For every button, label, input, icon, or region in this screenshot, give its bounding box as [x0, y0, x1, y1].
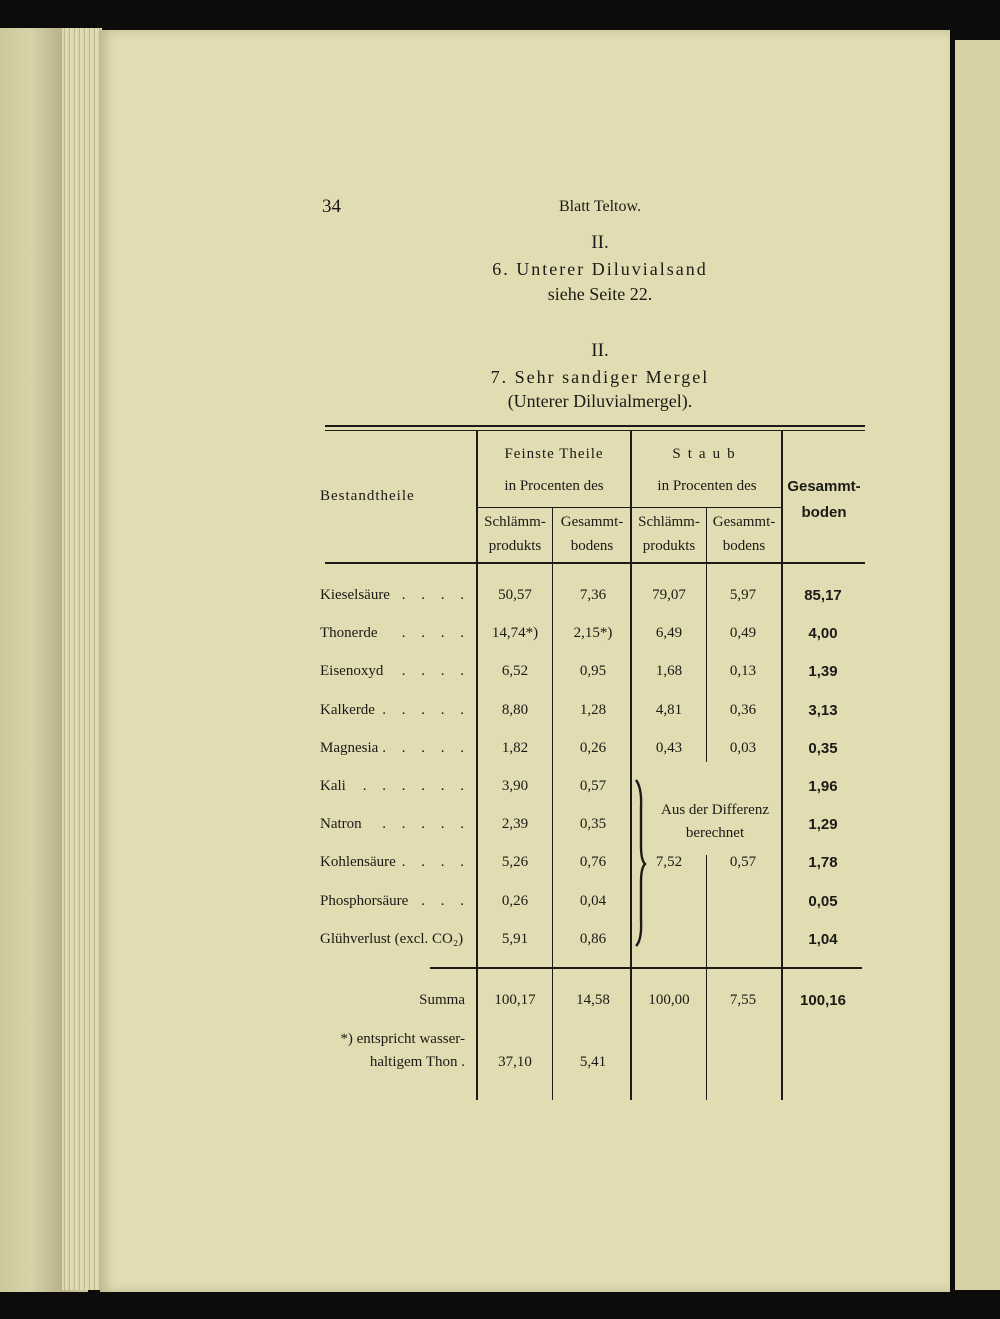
total-header-a: Gesammt-: [787, 478, 861, 495]
summa-total: 100,16: [800, 992, 846, 1009]
cell-feinste-schlaemm: 50,57: [498, 587, 532, 603]
group2-subheader: in Procenten des: [657, 478, 757, 494]
cell-feinste-gesammt: 0,76: [579, 854, 607, 870]
row-label: Thonerde: [320, 625, 378, 641]
header-bottom-rule: [325, 562, 865, 564]
subcolumn-divider: [706, 855, 707, 1100]
cell-feinste-gesammt: 0,04: [579, 893, 607, 909]
group1-col1-header-a: Schlämm-: [484, 514, 546, 530]
cell-gesammtboden: 1,04: [808, 931, 838, 948]
leader-dots: . . .: [421, 893, 470, 909]
summa-rule: [430, 967, 862, 969]
cell-gesammtboden: 0,05: [808, 893, 838, 910]
cell-feinste-schlaemm: 0,26: [501, 893, 529, 909]
row-label: Phosphorsäure: [320, 893, 409, 909]
cell-feinste-schlaemm: 3,90: [501, 778, 529, 794]
leader-dots: . . . . .: [382, 816, 470, 832]
cell-staub-schlaemm: 1,68: [655, 663, 683, 679]
cell-feinste-gesammt: 0,57: [579, 778, 607, 794]
cell-staub-gesammt: 0,13: [729, 663, 757, 679]
cell-feinste-gesammt: 1,28: [579, 702, 607, 718]
cell-feinste-gesammt: 2,15*): [573, 625, 613, 641]
section1-subtitle: siehe Seite 22.: [547, 284, 653, 304]
total-header-b: boden: [801, 504, 847, 521]
cell-feinste-gesammt: 0,35: [579, 816, 607, 832]
group1-subheader: in Procenten des: [504, 478, 604, 494]
cell-feinste-schlaemm: 8,80: [501, 702, 529, 718]
column-header-bestandtheile: Bestandtheile: [320, 488, 415, 504]
group2-col1-header-a: Schlämm-: [638, 514, 700, 530]
cell-feinste-gesammt: 7,36: [579, 587, 607, 603]
section1-roman: II.: [591, 232, 609, 253]
section1-title: 6. Unterer Diluvialsand: [492, 259, 708, 279]
group1-col2-header-b: bodens: [570, 538, 614, 554]
page-number: 34: [322, 196, 341, 217]
footnote-line2: haltigem Thon .: [369, 1054, 465, 1070]
cell-gesammtboden: 1,78: [808, 854, 838, 871]
section2-title: 7. Sehr sandiger Mergel: [490, 367, 710, 387]
facing-page-edge: [955, 40, 1000, 1290]
cell-gesammtboden: 4,00: [808, 625, 838, 642]
group1-header: Feinste Theile: [504, 446, 604, 462]
summa-feinste-schlaemm: 100,17: [494, 992, 536, 1008]
cell-staub-gesammt: 0,03: [729, 740, 757, 756]
running-title: Blatt Teltow.: [559, 198, 641, 215]
row-label: Glühverlust (excl. CO₂): [320, 931, 464, 947]
column-divider: [781, 431, 783, 1100]
page-edges: [62, 28, 102, 1290]
cell-feinste-gesammt: 0,26: [579, 740, 607, 756]
cell-staub-gesammt: 0,57: [729, 854, 757, 870]
footnote-feinste-gesammt: 5,41: [579, 1054, 607, 1070]
row-label: Kali: [320, 778, 346, 794]
book-page: [100, 30, 950, 1292]
cell-gesammtboden: 0,35: [808, 740, 838, 757]
cell-staub-schlaemm: 79,07: [652, 587, 686, 603]
footnote-feinste-schlaemm: 37,10: [498, 1054, 532, 1070]
group2-col2-header-b: bodens: [722, 538, 766, 554]
section2-roman: II.: [591, 340, 609, 361]
summa-staub-schlaemm: 100,00: [648, 992, 690, 1008]
cell-staub-gesammt: 5,97: [729, 587, 757, 603]
row-label: Kalkerde: [320, 702, 375, 718]
row-label: Kieselsäure: [320, 587, 390, 603]
subheader-rule: [477, 507, 781, 508]
group1-col1-header-b: produkts: [488, 538, 542, 554]
leader-dots: . . . .: [401, 625, 470, 641]
cell-staub-schlaemm: 7,52: [655, 854, 683, 870]
summa-staub-gesammt: 7,55: [729, 992, 757, 1008]
table-top-rule-thin: [325, 430, 865, 431]
cell-feinste-schlaemm: 2,39: [501, 816, 529, 832]
group2-header: Staub: [672, 446, 742, 462]
cell-gesammtboden: 1,96: [808, 778, 838, 795]
leader-dots: . . . . .: [382, 702, 470, 718]
cell-feinste-schlaemm: 1,82: [501, 740, 529, 756]
row-label: Eisenoxyd: [320, 663, 384, 679]
leader-dots: . . . .: [401, 663, 470, 679]
subcolumn-divider: [552, 508, 553, 1100]
section2-subtitle: (Unterer Diluvialmergel).: [507, 391, 693, 411]
cell-gesammtboden: 1,29: [808, 816, 838, 833]
cell-staub-schlaemm: 4,81: [655, 702, 683, 718]
leader-dots: . . . .: [401, 587, 470, 603]
cell-feinste-schlaemm: 5,26: [501, 854, 529, 870]
leader-dots: . . . . .: [382, 740, 470, 756]
cell-staub-schlaemm: 0,43: [655, 740, 683, 756]
cell-feinste-schlaemm: 6,52: [501, 663, 529, 679]
cell-feinste-gesammt: 0,86: [579, 931, 607, 947]
brace-icon: [630, 778, 650, 948]
cell-staub-schlaemm: 6,49: [655, 625, 683, 641]
column-divider: [476, 431, 478, 1100]
table-top-rule: [325, 425, 865, 427]
leader-dots: . . . . . .: [362, 778, 470, 794]
row-label: Kohlensäure: [320, 854, 396, 870]
leader-dots: . . . .: [401, 854, 470, 870]
cell-feinste-schlaemm: 5,91: [501, 931, 529, 947]
row-label: Magnesia: [320, 740, 379, 756]
cell-staub-gesammt: 0,36: [729, 702, 757, 718]
cell-gesammtboden: 85,17: [804, 587, 842, 604]
cell-staub-gesammt: 0,49: [729, 625, 757, 641]
summa-label: Summa: [419, 992, 465, 1008]
cell-feinste-gesammt: 0,95: [579, 663, 607, 679]
cell-gesammtboden: 3,13: [808, 702, 838, 719]
cell-feinste-schlaemm: 14,74*): [491, 625, 539, 641]
brace-note-line1: Aus der Differenz: [660, 802, 769, 818]
row-label: Natron: [320, 816, 362, 832]
column-divider: [630, 431, 632, 1100]
group2-col2-header-a: Gesammt-: [712, 514, 776, 530]
cell-gesammtboden: 1,39: [808, 663, 838, 680]
summa-feinste-gesammt: 14,58: [576, 992, 610, 1008]
brace-note-line2: berechnet: [685, 825, 745, 841]
footnote-line1: *) entspricht wasser-: [340, 1031, 465, 1047]
group1-col2-header-a: Gesammt-: [560, 514, 624, 530]
group2-col1-header-b: produkts: [642, 538, 696, 554]
